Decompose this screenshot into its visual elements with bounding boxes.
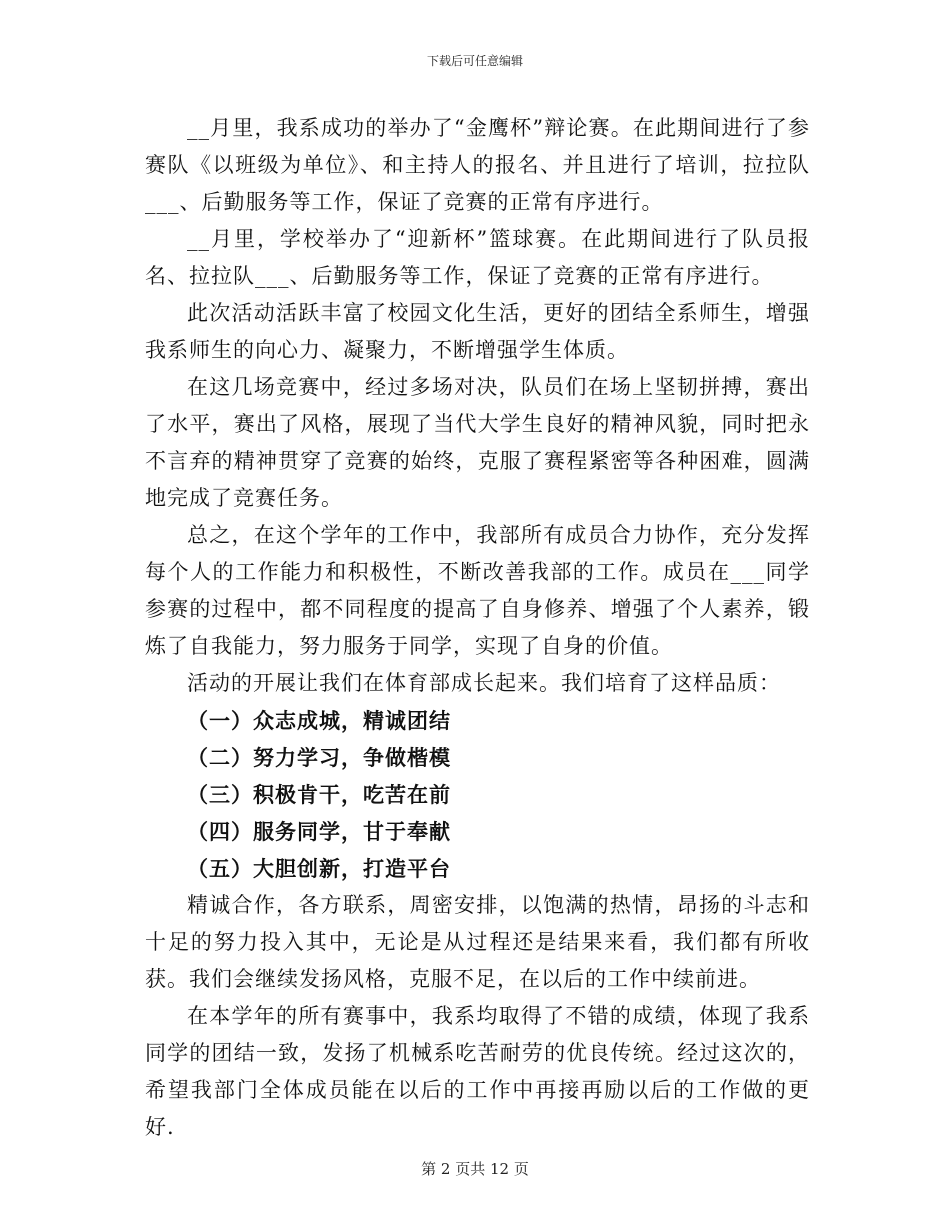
paragraph-qualities-intro: 活动的开展让我们在体育部成长起来。我们培育了这样品质： xyxy=(187,671,781,695)
page-number: 第 2 页共 12 页 xyxy=(421,1160,529,1178)
document-body xyxy=(145,110,810,1146)
quality-item: （二）努力学习，争做楷模 xyxy=(187,745,451,770)
paragraph-summary: 总之，在这个学年的工作中，我部所有成员合力协作，充分发挥每个人的工作能力和积极性，不断改善我部的工作。成员在___同学参赛的过程中，都不同程度的提高了自身修养、增强了个人素养，锻炼了自我能力，努力服务于同学，实现了自身的价值。 xyxy=(145,523,810,658)
page-header: 下载后可任意编辑 xyxy=(426,54,523,68)
paragraph-competition: 在这几场竞赛中，经过多场对决，队员们在场上坚韧拼搏，赛出了水平，赛出了风格，展现了当代大学生良好的精神风貌，同时把永不言弃的精神贯穿了竞赛的始终，克服了赛程紧密等各种困难，圆满地完成了竞赛任务。 xyxy=(145,375,810,510)
quality-item: （四）服务同学，甘于奉献 xyxy=(187,819,451,844)
paragraph-basketball: __月里，学校举办了“迎新杯”篮球赛。在此期间进行了队员报名、拉拉队___、后勤服务等工作，保证了竞赛的正常有序进行。 xyxy=(145,227,810,288)
paragraph-debate: __月里，我系成功的举办了“金鹰杯”辩论赛。在此期间进行了参赛队《以班级为单位》、和主持人的报名、并且进行了培训，拉拉队___、后勤服务等工作，保证了竞赛的正常有序进行。 xyxy=(145,116,810,214)
quality-item: （三）积极肯干，吃苦在前 xyxy=(187,782,451,807)
paragraph-conclusion: 在本学年的所有赛事中，我系均取得了不错的成绩，体现了我系同学的团结一致，发扬了机械系吃苦耐劳的优良传统。经过这次的，希望我部门全体成员能在以后的工作中再接再励以后的工作做的更好. xyxy=(145,1004,810,1139)
paragraph-cooperation: 精诚合作，各方联系，周密安排，以饱满的热情，昂扬的斗志和十足的努力投入其中，无论是从过程还是结果来看，我们都有所收获。我们会继续发扬风格，克服不足，在以后的工作中续前进。 xyxy=(145,893,810,991)
quality-item: （一）众志成城，精诚团结 xyxy=(187,708,451,733)
quality-item: （五）大胆创新，打造平台 xyxy=(187,856,451,881)
paragraph-activity-impact: 此次活动活跃丰富了校园文化生活，更好的团结全系师生，增强我系师生的向心力、凝聚力，不断增强学生体质。 xyxy=(145,301,810,362)
